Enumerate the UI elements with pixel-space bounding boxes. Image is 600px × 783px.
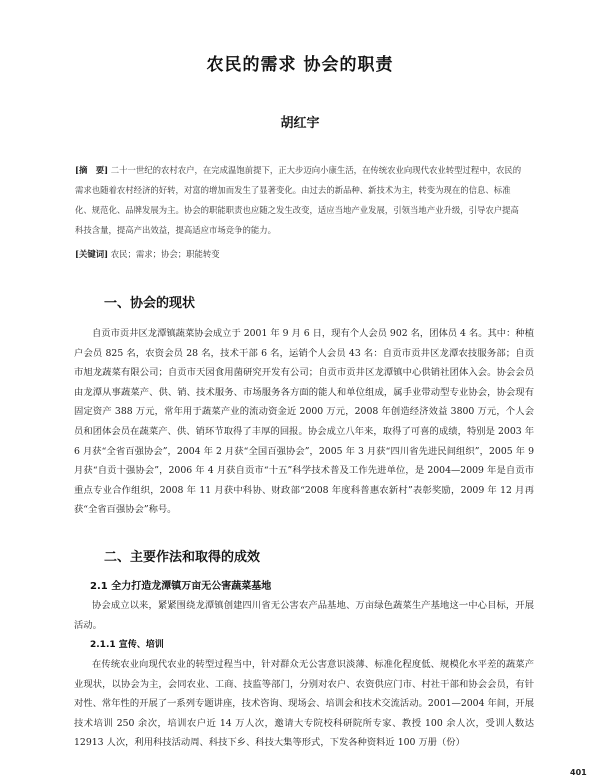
- page-number: 401: [570, 768, 587, 777]
- section-1-heading: 一、协会的现状: [104, 296, 196, 311]
- keywords-block: [75, 244, 523, 264]
- section-2-1-1-heading: 2.1.1 宣传、培训: [90, 640, 164, 650]
- keywords-label: [关键词]: [75, 249, 109, 259]
- section-1-paragraph: 自贡市贡井区龙潭镇蔬菜协会成立于 2001 年 9 月 6 日，现有个人会员 902 名，团体员 4 名。其中：种植户会员 825 名，农资会员 28 名，技术干部 6 名，运销个人会员 43 名：自贡市贡井区龙潭农技服务部；自贡市旭龙蔬菜有限公司；自贡市天园食用菌研究开发有公司；自贡市贡井区龙潭镇中心供销社团体入会。协会会员由龙潭从事蔬菜产、供、销、技术服务、市场服务各方面的能人和单位组成，属手业带动型专业协会，协会现有固定资产 388 万元，常年用于蔬菜产业的流动资金近 2000 万元，2008 年创造经济效益 3800 万元，个人会员和团体会员在蔬菜产、供、销环节取得了丰厚的回报。协会成立八年来，取得了可喜的成绩，特别是 2003 年 6 月获“全省百强协会”，2004 年 2 月获“全国百强协会”，2005 年 3 月获“四川省先进民间组织”，2005 年 9 月获“自贡十强协会”，2006 年 4 月获自贡市“十五”科学技术普及工作先进单位，是 2004—2009 年是自贡市重点专业合作组织，2008 年 11 月获中科协、财政部“2008 年度科普惠农新村”表彰奖励，2009 年 12 月再获“全省百强协会”称号。: [74, 328, 534, 516]
- article-author: 胡红宇: [280, 116, 320, 131]
- section-2-1-paragraph: 协会成立以来，紧紧围绕龙潭镇创建四川省无公害农产品基地、万亩绿色蔬菜生产基地这一中心目标，开展活动。: [74, 600, 534, 631]
- article-title: 农民的需求 协会的职责: [206, 55, 394, 75]
- keywords-text: 农民；需求；协会；职能转变: [110, 249, 220, 259]
- section-2-heading: 二、主要作法和取得的成效: [104, 550, 261, 565]
- abstract-text: 二十一世纪的农村农户，在完成温饱前提下，正大步迈向小康生活，在传统农业向现代农业转型过程中，农民的需求也随着农村经济的好转，对富的增加而发生了显著变化。由过去的新品种、新技术为主，转变为现在的信息、标准化、规范化、品牌发展为主。协会的职能职责也应随之发生改变，适应当地产业发展，引领当地产业升级，引导农户提高科技含量，提高产出效益，提高适应市场竞争的能力。: [75, 165, 522, 235]
- abstract-label: [摘 要]: [75, 165, 109, 175]
- section-2-1-heading: 2.1 全力打造龙潭镇万亩无公害蔬菜基地: [90, 581, 272, 592]
- abstract-block: [75, 160, 523, 240]
- section-2-1-1-paragraph: 在传统农业向现代农业的转型过程当中，针对群众无公害意识淡薄、标准化程度低、规模化水平差的蔬菜产业现状，以协会为主，会同农业、工商、技监等部门，分别对农户、农资供应门市、村社干部和协会会员，有针对性、常年性的开展了一系列专题讲座，技术咨询、现场会、培训会和技术交流活动。2001—2004 年间，开展技术培训 250 余次，培训农户近 14 万人次，邀请大专院校科研院所专家、教授 100 余人次，受训人数达 12913 人次，利用科技活动周、科技下乡、科技大集等形式，下发各种资料近 100 万册（份）: [74, 659, 534, 749]
